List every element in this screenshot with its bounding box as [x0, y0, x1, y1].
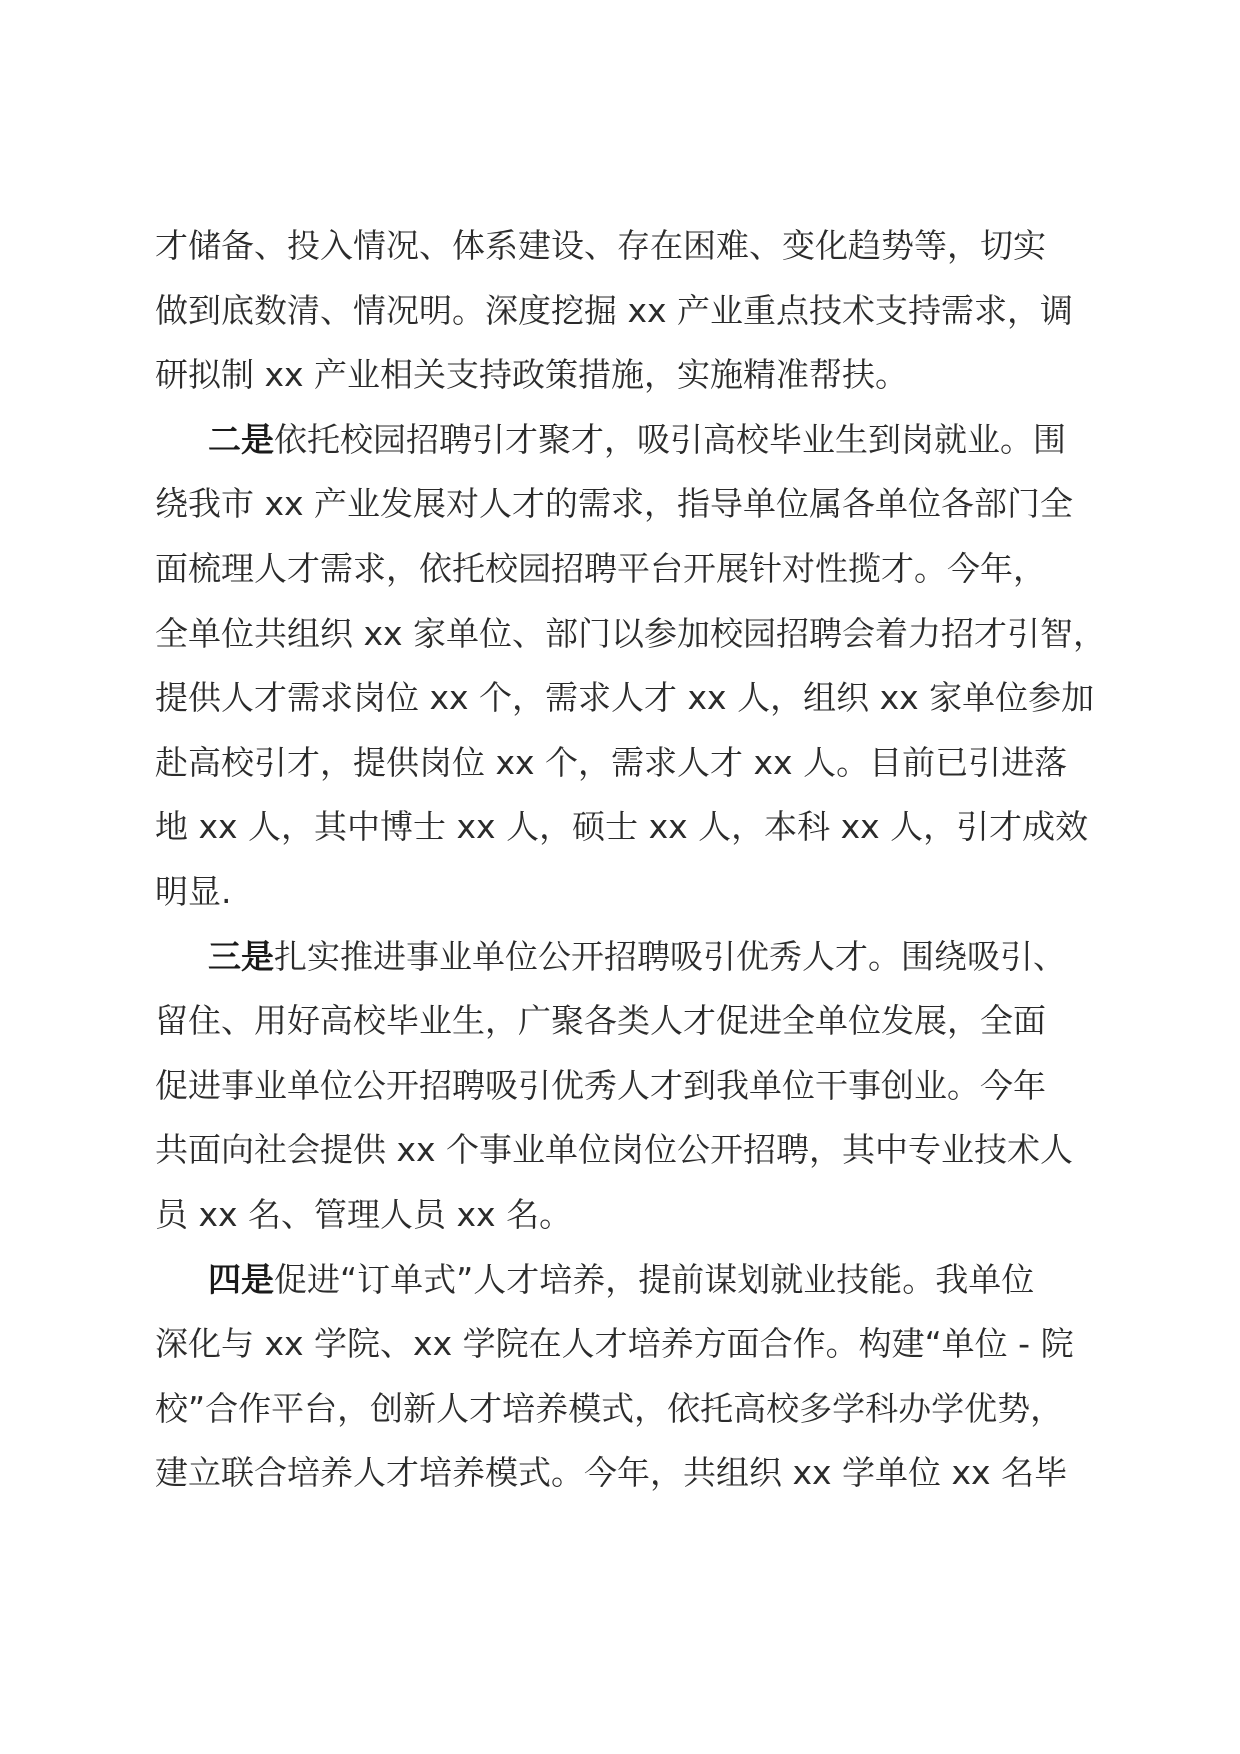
text-line: 提供人才需求岗位 xx 个，需求人才 xx 人，组织 xx 家单位参加 [155, 678, 1095, 718]
paragraph-1 [155, 214, 1095, 408]
text-line: 深化与 xx 学院、xx 学院在人才培养方面合作。构建“单位 - 院 [155, 1324, 1074, 1364]
document-body [155, 214, 1107, 1506]
text-line: 留住、用好高校毕业生，广聚各类人才促进全单位发展，全面 [155, 1001, 1046, 1041]
paragraph-4 [155, 1248, 1095, 1506]
text-line: 校”合作平台，创新人才培养模式，依托高校多学科办学优势， [155, 1388, 1064, 1428]
text-line: 建立联合培养人才培养模式。今年，共组织 xx 学单位 xx 名毕 [155, 1453, 1068, 1493]
text-line: 全单位共组织 xx 家单位、部门以参加校园招聘会着力招才引智， [155, 613, 1107, 653]
text-segment: 扎实推进事业单位公开招聘吸引优秀人才。围绕吸引、 [274, 936, 1066, 976]
paragraph-lead: 二是 [208, 419, 274, 459]
text-line: 员 xx 名、管理人员 xx 名。 [155, 1194, 573, 1234]
text-segment: 促进“订单式”人才培养，提前谋划就业技能。我单位 [274, 1259, 1035, 1299]
text-line: 促进事业单位公开招聘吸引优秀人才到我单位干事创业。今年 [155, 1065, 1046, 1105]
text-line: 做到底数清、情况明。深度挖掘 xx 产业重点技术支持需求，调 [155, 290, 1074, 330]
text-line: 地 xx 人，其中博士 xx 人，硕士 xx 人，本科 xx 人，引才成效 [155, 807, 1089, 847]
text-line: 研拟制 xx 产业相关支持政策措施，实施精准帮扶。 [155, 355, 909, 395]
text-line: 绕我市 xx 产业发展对人才的需求，指导单位属各单位各部门全 [155, 484, 1074, 524]
paragraph-lead: 三是 [208, 936, 274, 976]
paragraph-3 [155, 925, 1095, 1248]
paragraph-first-line [155, 408, 1095, 473]
text-line: 面梳理人才需求，依托校园招聘平台开展针对性揽才。今年， [155, 548, 1046, 588]
text-line: 明显. [155, 871, 232, 911]
text-line: 赴高校引才，提供岗位 xx 个，需求人才 xx 人。目前已引进落 [155, 742, 1068, 782]
text-segment: 依托校园招聘引才聚才，吸引高校毕业生到岗就业。围 [274, 419, 1066, 459]
paragraph-first-line [155, 925, 1095, 990]
paragraph-lead: 四是 [208, 1259, 274, 1299]
text-line: 共面向社会提供 xx 个事业单位岗位公开招聘，其中专业技术人 [155, 1130, 1074, 1170]
paragraph-2 [155, 408, 1107, 925]
text-line: 才储备、投入情况、体系建设、存在困难、变化趋势等，切实 [155, 226, 1046, 265]
paragraph-first-line [155, 1248, 1095, 1313]
